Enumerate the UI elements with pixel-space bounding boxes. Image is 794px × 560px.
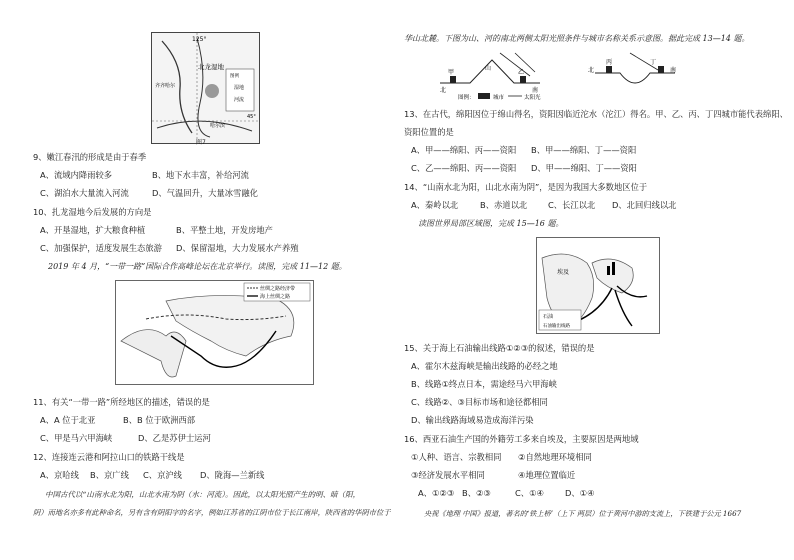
q16-option-b[interactable]: B、②③ (462, 488, 491, 498)
q14-stem: 14、“山南水北为阳，山北水南为阴”，是因为我国大多数地区位于 (404, 182, 648, 192)
q13-stem-2: 资阳位置的是 (404, 127, 454, 137)
q16-option-d[interactable]: D、①④ (565, 488, 595, 498)
q12-option-a[interactable]: A、京哈线 (40, 470, 79, 480)
harbin-label: 哈尔滨 (210, 123, 226, 129)
q13-stem: 13、在古代，绵阳因位于绵山得名，资阳因临近沱水（沱江）得名。甲、乙、丙、丁四城市能代表绵阳、 (404, 109, 788, 119)
q15-option-c[interactable]: C、线路②、③目标市场和途径都相同 (411, 397, 548, 407)
q16-item-4: ④地理位置临近 (518, 470, 576, 480)
label-south-2: 南 (670, 67, 677, 74)
africa-europe-outline (121, 330, 186, 377)
sunlight-diagram-svg (430, 48, 680, 100)
intro-15-16: 读图世界局部区域图，完成 15—16 题。 (418, 219, 564, 228)
legend-city: 城市 (493, 95, 505, 100)
legend-oil-route: 石油输出线路 (543, 324, 570, 329)
label-south: 南 (532, 87, 539, 94)
q13-option-c[interactable]: C、乙——绵阳、丙——资阳 (411, 163, 517, 173)
q11-stem: 11、有关“一带一路”所经地区的描述，错误的是 (33, 397, 210, 407)
egypt-label: 埃及 (557, 269, 570, 276)
sunlight-diagram (430, 48, 680, 100)
q10-option-c[interactable]: C、加强保护，适度发展生态旅游 (40, 243, 162, 253)
legend-wetland: 湿地 (234, 85, 245, 91)
legend-title: 图例 (230, 74, 239, 79)
label-yi: 乙 (518, 69, 525, 76)
intro-11-12: 2019 年 4 月，“一带一路”国际合作高峰论坛在北京举行。读图，完成 11—12 题。 (48, 262, 347, 271)
q9-option-a[interactable]: A、流域内降雨较多 (40, 170, 113, 180)
q12-option-d[interactable]: D、陇海—兰新线 (200, 470, 265, 480)
asia-outline (166, 295, 294, 356)
label-shan: 山 (485, 65, 492, 72)
q10-option-b[interactable]: B、平整土地，开发房地产 (176, 225, 273, 235)
q12-option-c[interactable]: C、京沪线 (143, 470, 182, 480)
city-ding-icon (658, 66, 664, 73)
label-jia: 甲 (448, 69, 455, 76)
latitude-label: 45° (247, 114, 256, 120)
belt-road-map (115, 280, 314, 385)
q11-option-a[interactable]: A、A 位于北亚 (40, 415, 96, 425)
q10-stem: 10、扎龙湿地今后发展的方向是 (33, 207, 152, 217)
q11-option-d[interactable]: D、乙是苏伊士运河 (138, 433, 211, 443)
figure-7-svg (152, 33, 259, 143)
city-jia-icon (450, 76, 456, 83)
city-yi-icon (520, 76, 526, 83)
q14-option-a[interactable]: A、秦岭以北 (411, 200, 459, 210)
q16-item-2: ②自然地理环境相同 (518, 452, 592, 462)
q14-option-b[interactable]: B、赤道以北 (480, 200, 528, 210)
intro-13-line1: 中国古代以“山南水北为阳，山北水南为阴（水：河流）。因此，以太阳光照产生的明、暗（阳， (45, 490, 361, 499)
q14-option-d[interactable]: D、北回归线以北 (612, 200, 677, 210)
q16-item-1: ①人种、语言、宗教相同 (411, 452, 502, 462)
city-bing-icon (606, 66, 612, 73)
figure-7-map (151, 32, 260, 144)
label-north-2: 北 (588, 67, 595, 74)
q14-option-c[interactable]: C、长江以北 (548, 200, 596, 210)
legend-sunlight: 太阳光 (524, 95, 541, 100)
q16-option-c[interactable]: C、①④ (515, 488, 544, 498)
q11-option-c[interactable]: C、甲是马六甲海峡 (40, 433, 113, 443)
q13-option-b[interactable]: B、甲——绵阳、丁——资阳 (531, 145, 637, 155)
belt-road-svg (116, 281, 313, 384)
label-ding: 丁 (650, 59, 657, 66)
label-north: 北 (440, 87, 447, 94)
oil-route-3 (615, 290, 632, 326)
intro-13-line2: 阴）而地名亦多有此种命名，另有含有阴阳字的名字，例如江苏省的江阴市位于长江南岸，陕西省的华阴市位于 (33, 508, 391, 517)
world-region-svg (537, 238, 659, 333)
world-region-map (536, 237, 660, 334)
q15-option-b[interactable]: B、线路①终点日本，需途经马六甲海峡 (411, 379, 557, 389)
longitude-label: 125° (192, 36, 207, 43)
zhalong-label: 北龙湿地 (198, 63, 224, 71)
q16-item-3: ③经济发展水平相同 (411, 470, 485, 480)
wetland-symbol (205, 84, 219, 98)
qiqihar-label: 齐齐哈尔 (155, 83, 176, 89)
q15-option-d[interactable]: D、输出线路海域易造成海洋污染 (411, 415, 534, 425)
footer-passage: 央视《地理 中国》报道，著名的‘铁上桥’（上下 两层）位于黄河中游的支流上，下铁建于公元 1667 (424, 509, 742, 518)
q15-stem: 15、关于海上石油输出线路①②③的叙述，错误的是 (404, 343, 595, 353)
q16-option-a[interactable]: A、①②③ (418, 488, 455, 498)
q16-stem: 16、西亚石油生产国的外籍劳工多来自埃及，主要原因是两地域 (404, 434, 639, 444)
q11-option-b[interactable]: B、B 位于欧洲西部 (123, 415, 196, 425)
legend-belt: 丝绸之路经济带 (260, 286, 296, 292)
q10-option-d[interactable]: D、保留湿地，大力发展水产养殖 (176, 243, 299, 253)
q9-option-d[interactable]: D、气温回升，大量冰雪融化 (152, 188, 258, 198)
figure-7-caption: 图7 (196, 139, 206, 146)
q9-option-c[interactable]: C、湖泊水大量流入河流 (40, 188, 129, 198)
q10-option-a[interactable]: A、开垦湿地，扩大粮食种植 (40, 225, 146, 235)
legend-title: 图例： (458, 95, 475, 100)
q9-option-b[interactable]: B、地下水丰富，补给河流 (152, 170, 249, 180)
q13-option-a[interactable]: A、甲——绵阳、丙——资阳 (411, 145, 517, 155)
q12-option-b[interactable]: B、京广线 (90, 470, 129, 480)
label-bing: 丙 (606, 59, 613, 66)
q13-option-d[interactable]: D、甲——绵阳、丁——资阳 (531, 163, 637, 173)
q15-option-a[interactable]: A、霍尔木兹海峡是输出线路的必经之地 (411, 361, 558, 371)
river-profile (595, 73, 675, 83)
q12-stem: 12、连接连云港和阿拉山口的铁路干线是 (33, 452, 185, 462)
legend-maritime: 海上丝绸之路 (260, 294, 291, 300)
legend-river: 河流 (234, 97, 245, 103)
intro-13-cont: 华山北麓。下图为山、河的南北两侧太阳光照条件与城市名称关系示意图。据此完成 13—14 题。 (404, 34, 750, 43)
legend-oil: 石油 (543, 314, 554, 320)
q9-stem: 9、嫩江春汛的形成是由于春季 (33, 152, 147, 162)
